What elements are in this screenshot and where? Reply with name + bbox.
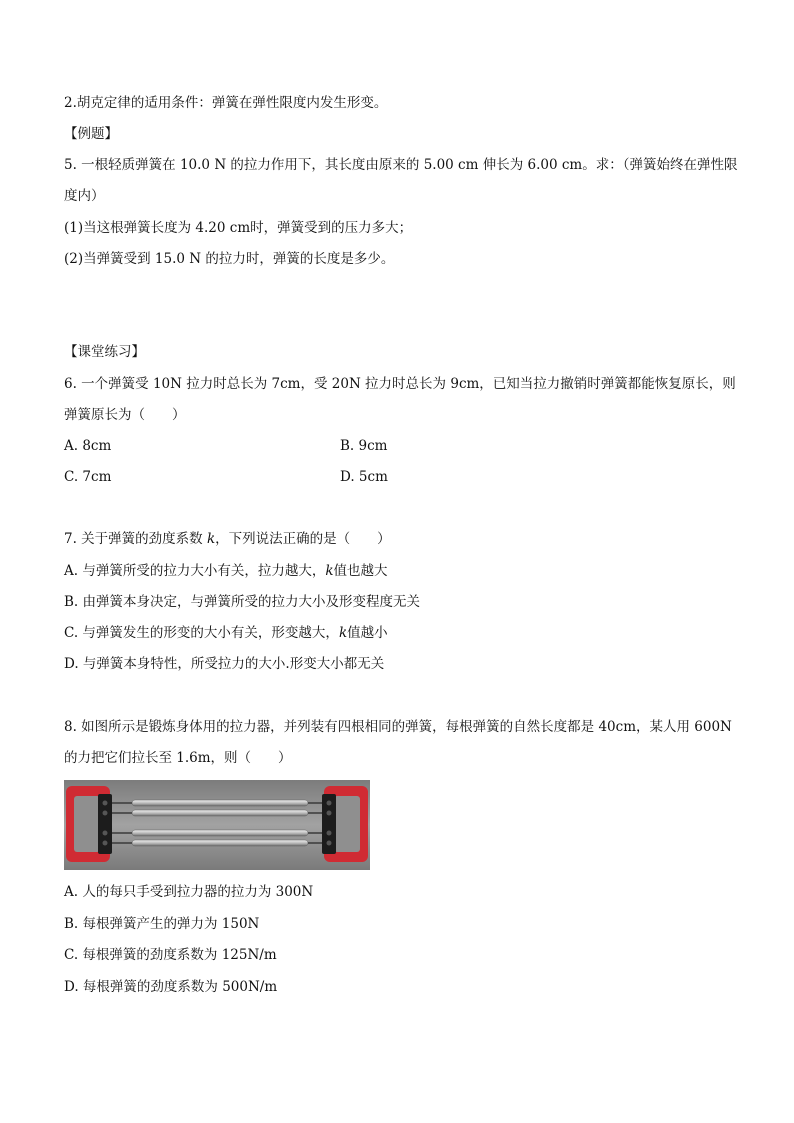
q8-stem-line2: 的力把它们拉长至 1.6m，则（ ） — [64, 750, 292, 766]
q6-option-a: A. 8cm — [64, 438, 112, 454]
k-symbol: k — [338, 625, 348, 641]
hooke-condition-text: 2.胡克定律的适用条件：弹簧在弹性限度内发生形变。 — [64, 95, 388, 111]
q5-stem-line2: 度内） — [64, 188, 105, 204]
q7-stem: 7. 关于弹簧的劲度系数 k，下列说法正确的是（ ） — [64, 531, 391, 547]
q6-stem-line2: 弹簧原长为（ ） — [64, 407, 186, 423]
k-symbol: k — [206, 531, 216, 547]
q8-option-b: B. 每根弹簧产生的弹力为 150N — [64, 916, 260, 932]
q7-option-c: C. 与弹簧发生的形变的大小有关，形变越大，k值越小 — [64, 625, 388, 641]
q6-stem-line1: 6. 一个弹簧受 10N 拉力时总长为 7cm，受 20N 拉力时总长为 9cm，已知当拉力撤销时弹簧都能恢复原长，则 — [64, 376, 736, 392]
q7-option-d: D. 与弹簧本身特性，所受拉力的大小.形变大小都无关 — [64, 656, 385, 672]
q6-option-d: D. 5cm — [340, 469, 388, 485]
q8-option-c: C. 每根弹簧的劲度系数为 125N/m — [64, 947, 277, 963]
chest-expander-photo — [64, 780, 370, 870]
q8-option-d: D. 每根弹簧的劲度系数为 500N/m — [64, 979, 278, 995]
q8-stem-line1: 8. 如图所示是锻炼身体用的拉力器，并列装有四根相同的弹簧，每根弹簧的自然长度都是 40cm，某人用 600N — [64, 719, 732, 735]
q6-option-c: C. 7cm — [64, 469, 112, 485]
right-handle — [322, 786, 368, 862]
q7-option-b: B. 由弹簧本身决定，与弹簧所受的拉力大小及形变程度无关 — [64, 594, 421, 610]
q8-option-a: A. 人的每只手受到拉力器的拉力为 300N — [64, 884, 314, 900]
practice-heading: 【课堂练习】 — [64, 344, 145, 360]
left-handle — [66, 786, 112, 862]
k-symbol: k — [325, 563, 334, 579]
example-heading: 【例题】 — [64, 126, 118, 142]
q7-option-a: A. 与弹簧所受的拉力大小有关，拉力越大，k值也越大 — [64, 563, 388, 579]
q6-option-b: B. 9cm — [340, 438, 388, 454]
q5-stem-line1: 5. 一根轻质弹簧在 10.0 N 的拉力作用下，其长度由原来的 5.00 cm 伸长为 6.00 cm。求：（弹簧始终在弹性限 — [64, 157, 738, 173]
q5-part2: (2)当弹簧受到 15.0 N 的拉力时，弹簧的长度是多少。 — [64, 251, 395, 267]
q5-part1: (1)当这根弹簧长度为 4.20 cm时，弹簧受到的压力多大； — [64, 220, 413, 236]
